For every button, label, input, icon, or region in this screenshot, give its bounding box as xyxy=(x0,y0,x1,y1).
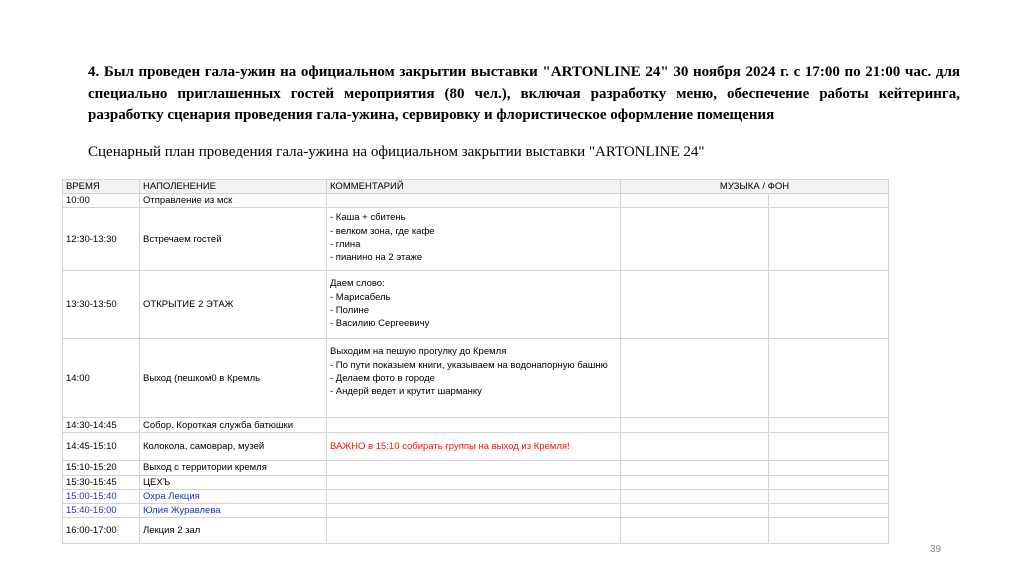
page-number: 39 xyxy=(930,544,942,555)
cell-content: Отправление из мск xyxy=(140,194,327,208)
cell-music xyxy=(621,208,769,271)
schedule-table xyxy=(62,179,889,544)
table-row xyxy=(63,475,889,489)
cell-extra xyxy=(769,489,889,503)
cell-time: 14:30-14:45 xyxy=(63,418,140,433)
cell-time: 15:00-15:40 xyxy=(63,489,140,503)
table-row xyxy=(63,518,889,544)
header-content: НАПОЛЕНЕНИЕ xyxy=(140,180,327,194)
cell-time: 13:30-13:50 xyxy=(63,271,140,339)
cell-time: 12:30-13:30 xyxy=(63,208,140,271)
comment-line: - глина xyxy=(330,238,361,250)
cell-time: 15:40-16:00 xyxy=(63,504,140,518)
header-music: МУЗЫКА / ФОН xyxy=(621,180,889,194)
cell-music xyxy=(621,489,769,503)
cell-extra xyxy=(769,504,889,518)
comment-line: - Полине xyxy=(330,304,370,316)
comment-line: - Каша + сбитень xyxy=(330,212,406,224)
table-row xyxy=(63,194,889,208)
cell-comment xyxy=(327,339,621,418)
header-time: ВРЕМЯ xyxy=(63,180,140,194)
comment-line: - Делаем фото в городе xyxy=(330,372,435,384)
comment-line: - Марисабель xyxy=(330,291,391,303)
comment-line: - пианино на 2 этаже xyxy=(330,252,423,264)
cell-music xyxy=(621,461,769,475)
header-comment: КОММЕНТАРИЙ xyxy=(327,180,621,194)
table-row xyxy=(63,271,889,339)
cell-comment xyxy=(327,418,621,433)
cell-comment xyxy=(327,194,621,208)
cell-extra xyxy=(769,433,889,461)
cell-content: ЦЕХЪ xyxy=(140,475,327,489)
table-row xyxy=(63,504,889,518)
cell-time: 16:00-17:00 xyxy=(63,518,140,544)
cell-comment xyxy=(327,271,621,339)
cell-music xyxy=(621,271,769,339)
cell-content: Охра Лекция xyxy=(140,489,327,503)
cell-extra xyxy=(769,418,889,433)
table-header-row xyxy=(63,180,889,194)
cell-extra xyxy=(769,194,889,208)
table-row xyxy=(63,433,889,461)
cell-content: Лекция 2 зал xyxy=(140,518,327,544)
cell-music xyxy=(621,518,769,544)
table-row xyxy=(63,418,889,433)
comment-line: Даем слово: xyxy=(330,278,385,290)
cell-music xyxy=(621,475,769,489)
cell-extra xyxy=(769,208,889,271)
cell-content: Юлия Журавлева xyxy=(140,504,327,518)
cell-extra xyxy=(769,339,889,418)
cell-extra xyxy=(769,271,889,339)
cell-extra xyxy=(769,475,889,489)
cell-content: Выход (пешком0 в Кремль xyxy=(140,339,327,418)
section-heading: 4. Был проведен гала-ужин на официальном закрытии выставки "ARTONLINE 24" 30 ноября 2024 г. с 17:00 по 21:00 час. для специально приглашенных гостей мероприятия (80 чел.), включая разработку меню, обеспечение работы кейтеринга, разработку сценария проведения гала-ужина, сервировку и флористическое оформление помещения xyxy=(88,64,960,123)
comment-line: - велком зона, где кафе xyxy=(330,225,435,237)
cell-time: 14:45-15:10 xyxy=(63,433,140,461)
comment-line: Выходим на пешую прогулку до Кремля xyxy=(330,346,507,358)
plan-subtitle: Сценарный план проведения гала-ужина на официальном закрытии выставки "ARTONLINE 24" xyxy=(88,144,705,160)
table-row xyxy=(63,461,889,475)
cell-comment xyxy=(327,504,621,518)
cell-time: 15:10-15:20 xyxy=(63,461,140,475)
cell-time: 15:30-15:45 xyxy=(63,475,140,489)
cell-music xyxy=(621,194,769,208)
table-row xyxy=(63,208,889,271)
cell-content: Колокола, самоврар, музей xyxy=(140,433,327,461)
cell-extra xyxy=(769,461,889,475)
comment-line: - По пути показыем книги, указываем на водонапорную башню xyxy=(330,359,608,371)
cell-music xyxy=(621,418,769,433)
comment-line: - Андерй ведет и крутит шарманку xyxy=(330,386,482,398)
table-row xyxy=(63,489,889,503)
cell-comment-alert: ВАЖНО в 15:10 собирать группы на выход из Кремля! xyxy=(327,433,621,461)
cell-comment xyxy=(327,475,621,489)
cell-comment xyxy=(327,208,621,271)
cell-extra xyxy=(769,518,889,544)
cell-time: 14:00 xyxy=(63,339,140,418)
table-row xyxy=(63,339,889,418)
cell-comment xyxy=(327,461,621,475)
cell-content: Собор. Короткая служба батюшки xyxy=(140,418,327,433)
cell-comment xyxy=(327,518,621,544)
cell-music xyxy=(621,504,769,518)
comment-line: - Василию Сергеевичу xyxy=(330,318,430,330)
cell-content: Встречаем гостей xyxy=(140,208,327,271)
cell-music xyxy=(621,433,769,461)
cell-time: 10:00 xyxy=(63,194,140,208)
cell-content: Выход с территории кремля xyxy=(140,461,327,475)
cell-content: ОТКРЫТИЕ 2 ЭТАЖ xyxy=(140,271,327,339)
cell-music xyxy=(621,339,769,418)
cell-comment xyxy=(327,489,621,503)
